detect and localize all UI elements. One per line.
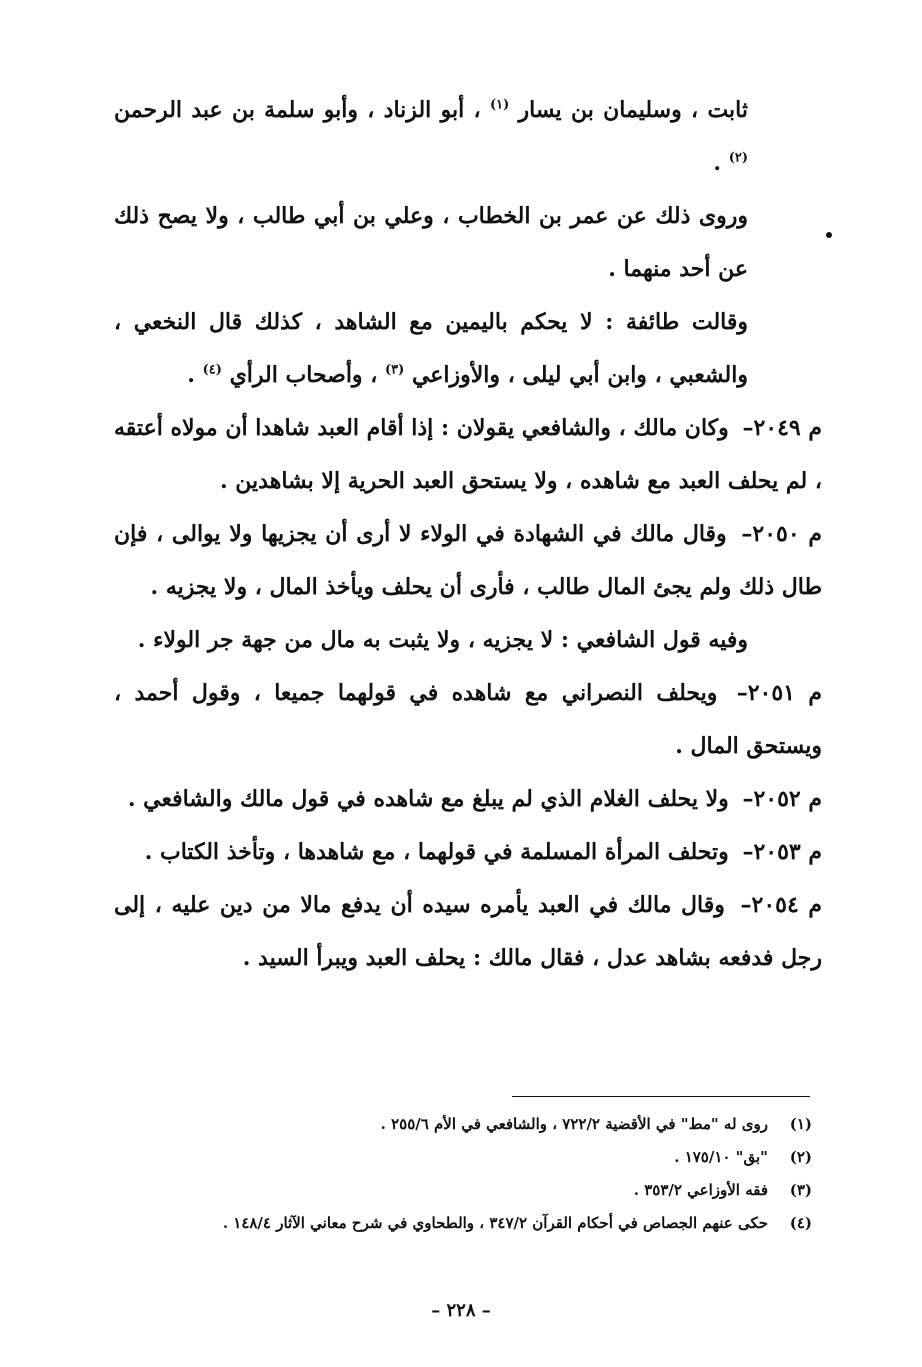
masala-2053: م ٢٠٥٣– وتحلف المرأة المسلمة في قولهما ، مع شاهدها ، وتأخذ الكتاب .	[144, 839, 822, 865]
masala-2050: م ٢٠٥٠– وقال مالك في الشهادة في الولاء لا أرى أن يجزيها ولا يوالى ، فإن طال ذلك ولم يجئ المال طالب ، فأرى أن يحلف ويأخذ المال ، ولا يجزيه .	[114, 521, 823, 600]
masala-number: م ٢٠٥٣–	[742, 839, 822, 865]
footnote-divider	[512, 1096, 810, 1097]
footnote-number: (٣)	[789, 1181, 812, 1199]
masala-number: م ٢٠٥٠–	[741, 521, 823, 547]
paragraph-1: ثابت ، وسليمان بن يسار $^{(١)}$ ، أبو الزناد ، وأبو سلمة بن عبد الرحمن $^{(٢)}$ .	[114, 97, 748, 176]
margin-dot	[826, 232, 832, 238]
footnote-ref-2: (٢)	[728, 150, 748, 166]
page-number: – ٢٢٨ –	[431, 1300, 491, 1321]
footnote-text: روى له "مط" في الأقضية ٧٢٢/٢ ، والشافعي في الأم ٢٥٥/٦ .	[380, 1115, 768, 1133]
paragraph-2: وروى ذلك عن عمر بن الخطاب ، وعلي بن أبي طالب ، ولا يصح ذلك عن أحد منهما .	[114, 203, 748, 282]
masala-number: م ٢٠٥٤–	[740, 892, 822, 918]
masala-2052: م ٢٠٥٢– ولا يحلف الغلام الذي لم يبلغ مع شاهده في قول مالك والشافعي .	[127, 786, 822, 812]
footnote-number: (١)	[789, 1115, 812, 1133]
footnote-number: (٢)	[789, 1148, 812, 1166]
masala-number: م ٢٠٥١–	[736, 680, 823, 706]
paragraph-shafii: وفيه قول الشافعي : لا يجزيه ، ولا يثبت به مال من جهة جر الولاء .	[137, 627, 748, 653]
masala-2051: م ٢٠٥١– ويحلف النصراني مع شاهده في قولهما جميعا ، وقول أحمد ، ويستحق المال .	[114, 680, 823, 759]
footnote-2	[112, 1141, 812, 1174]
footnote-1	[112, 1108, 812, 1141]
footnote-text: فقه الأوزاعي ٣٥٣/٢ .	[633, 1181, 768, 1199]
footnote-ref-4: (٤)	[202, 362, 222, 378]
masala-2049: م ٢٠٤٩– وكان مالك ، والشافعي يقولان : إذا أقام العبد شاهدا أن مولاه أعتقه ، لم يحلف العبد مع شاهده ، ولا يستحق العبد الحرية إلا بشاهدين .	[114, 415, 822, 494]
footnote-ref-3: (٣)	[384, 362, 405, 378]
footnote-4	[112, 1207, 812, 1240]
footnote-3	[112, 1174, 812, 1207]
paragraph-3: وقالت طائفة : لا يحكم باليمين مع الشاهد ، كذلك قال النخعي ، والشعبي ، وابن أبي ليلى ، والأوزاعي $^{(٣)}$ ، وأصحاب الرأي $^{(٤)}$ .	[114, 309, 748, 388]
footnote-text: "بق" ١٧٥/١٠ .	[674, 1148, 768, 1166]
masala-number: م ٢٠٤٩–	[742, 415, 822, 441]
footnote-number: (٤)	[789, 1214, 812, 1232]
main-text	[114, 84, 822, 985]
footnote-text: حكى عنهم الجصاص في أحكام القرآن ٣٤٧/٢ ، والطحاوي في شرح معاني الآثار ١٤٨/٤ .	[222, 1214, 768, 1232]
masala-2054: م ٢٠٥٤– وقال مالك في العبد يأمره سيده أن يدفع مالا من دين عليه ، إلى رجل فدفعه بشاهد عدل ، فقال مالك : يحلف العبد ويبرأ السيد .	[114, 892, 822, 971]
footnotes	[112, 1108, 812, 1240]
footnote-ref-1: (١)	[489, 97, 510, 113]
masala-number: م ٢٠٥٢–	[742, 786, 822, 812]
